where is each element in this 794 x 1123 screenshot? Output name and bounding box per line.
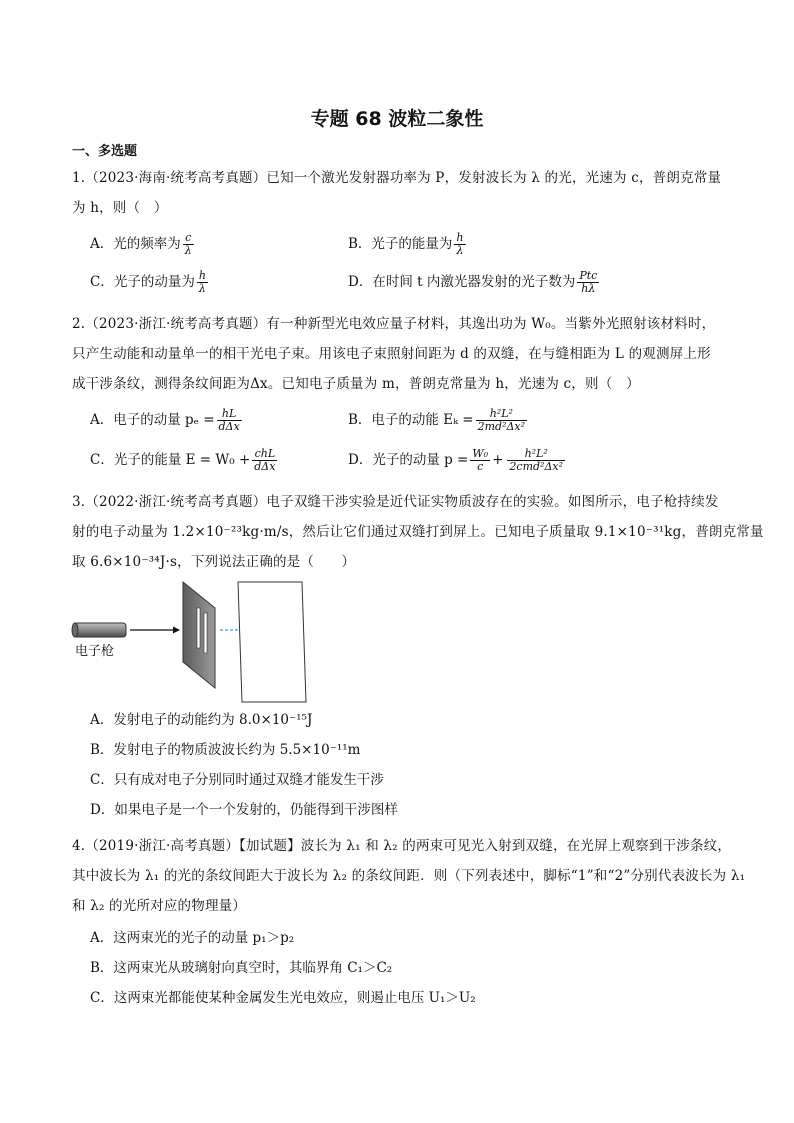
q4-stem-line1: 4.（2019·浙江·高考真题）【加试题】波长为 λ₁ 和 λ₂ 的两束可见光入射到双缝，在光屏上观察到干涉条纹， [72, 838, 732, 854]
q3-stem-line1: 3.（2022·浙江·统考高考真题）电子双缝干涉实验是近代证实物质波存在的实验。如图所示，电子枪持续发 [72, 494, 719, 510]
electron-gun-label: 电子枪 [75, 644, 115, 659]
q3-option-c[interactable]: C．只有成对电子分别同时通过双缝才能发生干涉 [90, 772, 384, 788]
q3-option-a[interactable]: A．发射电子的动能约为 8.0×10⁻¹⁵J [90, 712, 313, 728]
q2-option-b[interactable]: B．电子的动能 Eₖ = $\frac{\text{h²L²}}{\text{2md²Δx²}}$ [348, 407, 526, 433]
q2-stem-line1: 2.（2023·浙江·统考高考真题）有一种新型光电效应量子材料，其逸出功为 W₀。当紫外光照射该材料时， [72, 316, 716, 332]
q1-option-c[interactable]: C．光子的动量为 $\frac{h}{\lambda}$ [90, 269, 206, 295]
q4-stem-line2: 其中波长为 λ₁ 的光的条纹间距大于波长为 λ₂ 的条纹间距．则（下列表述中，脚标“1”和“2”分别代表波长为 λ₁ [72, 868, 746, 884]
q2-stem-line3: 成干涉条纹，测得条纹间距为Δx。已知电子质量为 m，普朗克常量为 h，光速为 c，则（ ） [72, 376, 640, 392]
q2-option-c[interactable]: C．光子的能量 E = W₀ + $\frac{\text{chL}}{\text{dΔx}}$ [90, 447, 276, 473]
q2-option-a[interactable]: A．电子的动量 pₑ = $\frac{hL}{\text{dΔx}}$ [90, 407, 240, 433]
q4-option-c[interactable]: C．这两束光都能使某种金属发生光电效应，则遏止电压 U₁＞U₂ [90, 990, 476, 1006]
section-heading: 一、多选题 [72, 144, 138, 159]
q2-option-d[interactable]: D．光子的动量 p = $\frac{\text{W₀}}{c}$ + $\frac{\text{h²L²}}{\text{2cmd²Δx²}}$ [348, 447, 564, 473]
q3-option-b[interactable]: B．发射电子的物质波波长约为 5.5×10⁻¹¹m [90, 742, 361, 758]
q1-option-a[interactable]: A．光的频率为 $\frac{c}{\lambda}$ [90, 231, 192, 257]
page-title: 专题 68 波粒二象性 [310, 108, 484, 130]
q3-stem-line3: 取 6.6×10⁻³⁴J·s，下列说法正确的是（ ） [72, 554, 356, 570]
q3-stem-line2: 射的电子动量为 1.2×10⁻²³kg·m/s，然后让它们通过双缝打到屏上。已知电子质量取 9.1×10⁻³¹kg，普朗克常量 [72, 524, 764, 540]
double-slit-diagram [70, 578, 350, 707]
q1-stem-line1: 1.（2023·海南·统考高考真题）已知一个激光发射器功率为 P，发射波长为 λ 的光，光速为 c，普朗克常量 [72, 170, 722, 186]
double-slit-figure [70, 578, 350, 703]
q1-option-d[interactable]: D．在时间 t 内激光器发射的光子数为 $\frac{\text{Ptc}}{h\lambda}$ [348, 269, 598, 295]
screen-icon [238, 582, 306, 702]
electron-gun-icon [74, 623, 126, 637]
q3-option-d[interactable]: D．如果电子是一个一个发射的，仍能得到干涉图样 [90, 802, 398, 818]
q1-stem-line2: 为 h，则（ ） [72, 200, 168, 216]
q4-option-a[interactable]: A．这两束光的光子的动量 p₁＞p₂ [90, 930, 295, 946]
q2-stem-line2: 只产生动能和动量单一的相干光电子束。用该电子束照射间距为 d 的双缝，在与缝相距为 L 的观测屏上形 [72, 346, 711, 362]
q4-stem-line3: 和 λ₂ 的光所对应的物理量） [72, 898, 247, 914]
q1-option-b[interactable]: B．光子的能量为 $\frac{h}{\lambda}$ [348, 231, 464, 257]
q4-option-b[interactable]: B．这两束光从玻璃射向真空时，其临界角 C₁＞C₂ [90, 960, 393, 976]
